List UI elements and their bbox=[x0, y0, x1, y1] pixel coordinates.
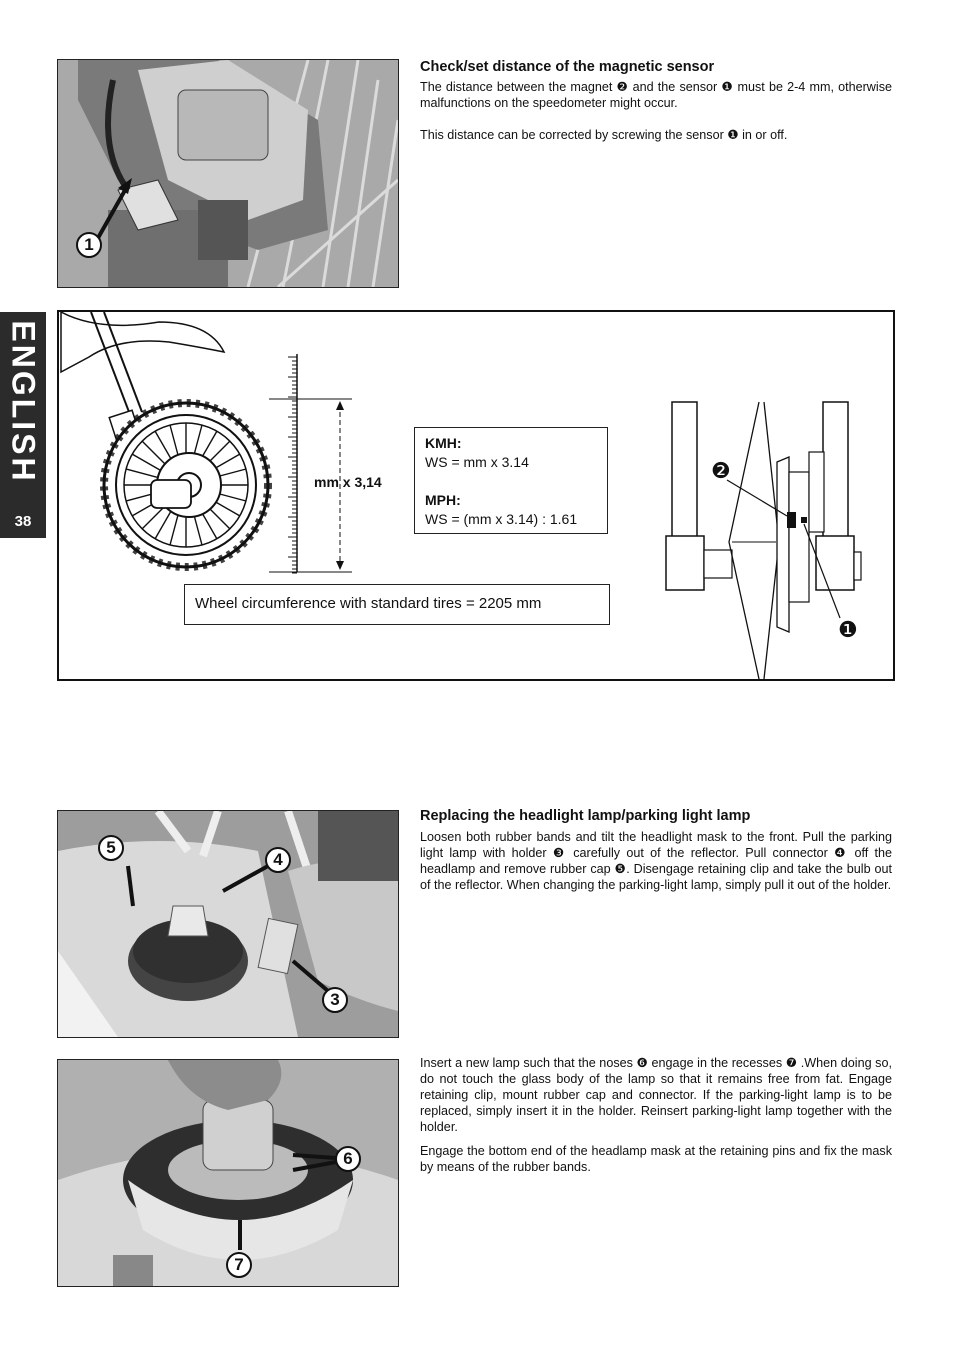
bulb-photo-illustration bbox=[58, 1060, 398, 1286]
kmh-formula: WS = mm x 3.14 bbox=[425, 454, 529, 470]
callout-recesses-7: 7 bbox=[226, 1252, 252, 1278]
callout-connector-4: 4 bbox=[265, 847, 291, 873]
bulb-photo bbox=[57, 1059, 399, 1287]
formula-box bbox=[414, 427, 608, 534]
mph-formula: WS = (mm x 3.14) : 1.61 bbox=[425, 511, 578, 527]
sensor-photo-illustration bbox=[58, 60, 398, 287]
bulb-paragraph-1: Insert a new lamp such that the noses ❻ engage in the recesses ❼ .When doing so, do not touch the glass body of the lamp so that it remains free from fat. Engage retaining clip, mount rubber cap and connector. If the parking-light lamp is to be replaced, simply insert it in the holder. Reinsert parking-light lamp together with the holder. bbox=[420, 1056, 892, 1134]
callout-noses-6: 6 bbox=[335, 1146, 361, 1172]
sensor-paragraph-1: The distance between the magnet ❷ and the sensor ❶ must be 2-4 mm, otherwise malfunctions on the speedometer might occur. bbox=[420, 80, 892, 110]
sensor-heading: Check/set distance of the magnetic sensor bbox=[420, 59, 715, 75]
callout-rubber-cap-5: 5 bbox=[98, 835, 124, 861]
callout-sensor: ❶ bbox=[838, 617, 858, 642]
page-number: 38 bbox=[14, 513, 32, 530]
bulb-paragraph-2: Engage the bottom end of the headlamp mask at the retaining pins and fix the mask by means of the rubber bands. bbox=[420, 1144, 892, 1174]
circumference-text: Wheel circumference with standard tires = 2205 mm bbox=[195, 595, 542, 612]
wheel-diagram bbox=[57, 310, 895, 681]
language-label: ENGLISH bbox=[5, 320, 42, 484]
callout-sensor-1: 1 bbox=[76, 232, 102, 258]
headlight-paragraph: Loosen both rubber bands and tilt the headlight mask to the front. Pull the parking light lamp with holder ❸ carefully out of the reflector. Pull connector ❹ off the headlamp and remove rubber cap ❺. Disengage retaining clip and take the bulb out of the reflector. When changing the parking-light lamp, simply pull it out of the holder. bbox=[420, 830, 892, 892]
measure-label: mm x 3,14 bbox=[314, 474, 382, 490]
callout-magnet: ❷ bbox=[711, 458, 731, 483]
headlight-heading: Replacing the headlight lamp/parking light lamp bbox=[420, 808, 751, 824]
sensor-photo bbox=[57, 59, 399, 288]
language-tab bbox=[0, 312, 46, 538]
callout-holder-3: 3 bbox=[322, 987, 348, 1013]
circumference-box bbox=[184, 584, 610, 625]
headlight-photo bbox=[57, 810, 399, 1038]
kmh-title: KMH: bbox=[425, 435, 462, 451]
sensor-paragraph-2: This distance can be corrected by screwing the sensor ❶ in or off. bbox=[420, 128, 788, 142]
mph-title: MPH: bbox=[425, 492, 461, 508]
